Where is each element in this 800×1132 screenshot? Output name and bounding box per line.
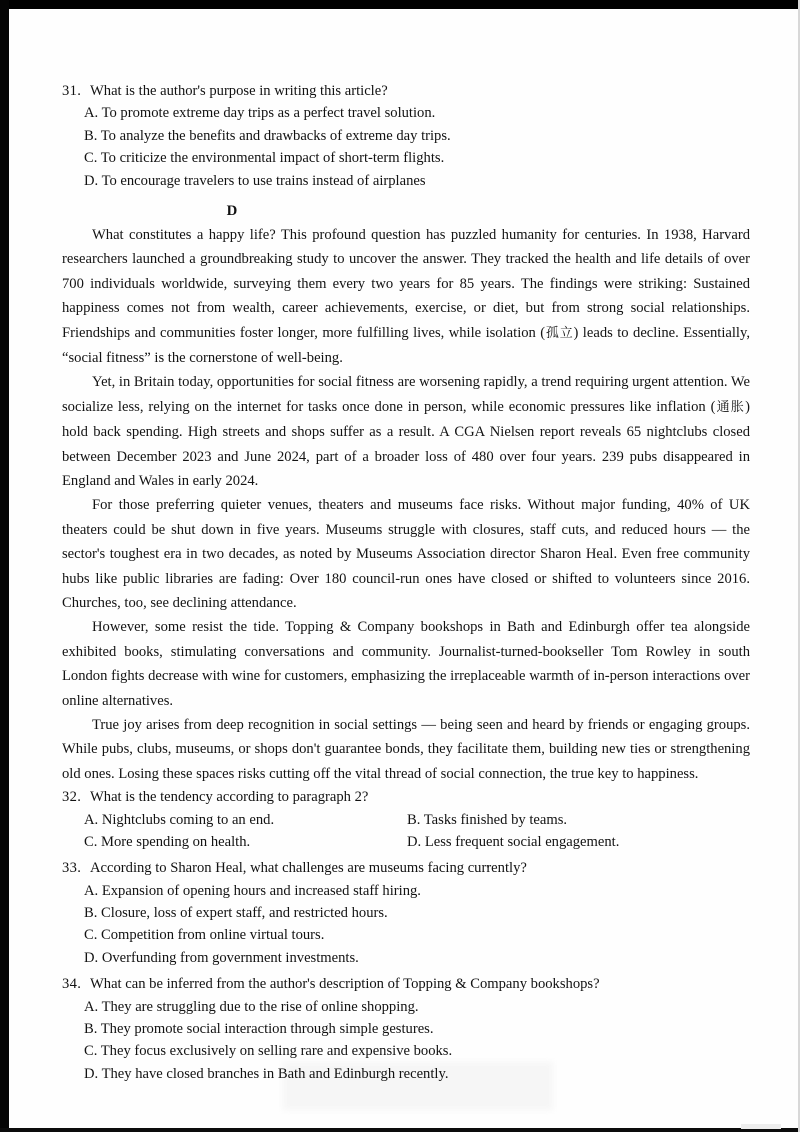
question-34-option-d[interactable]: D. They have closed branches in Bath and Edinburgh recently. bbox=[84, 1065, 449, 1082]
question-33-number: 33. bbox=[62, 860, 82, 877]
question-33-option-c[interactable]: C. Competition from online virtual tours. bbox=[84, 927, 325, 944]
paragraph-2-chinese-gloss: 通胀 bbox=[715, 399, 746, 415]
question-31-option-c[interactable]: C. To criticize the environmental impact of short-term flights. bbox=[84, 150, 445, 167]
question-32-options-row-2 bbox=[62, 831, 750, 853]
question-32-option-c[interactable]: C. More spending on health. bbox=[84, 833, 251, 850]
question-31-options bbox=[62, 102, 750, 192]
question-34 bbox=[62, 973, 750, 1085]
question-31-stem bbox=[62, 80, 750, 102]
question-32-option-d[interactable]: D. Less frequent social engagement. bbox=[407, 833, 620, 850]
question-33-stem bbox=[62, 857, 750, 879]
question-33-options bbox=[62, 880, 750, 970]
passage-section-label: D bbox=[226, 202, 238, 219]
scan-artifact-edge-mark bbox=[741, 1124, 781, 1129]
question-33-option-b[interactable]: B. Closure, loss of expert staff, and restricted hours. bbox=[84, 905, 388, 922]
question-33-option-a[interactable]: A. Expansion of opening hours and increased staff hiring. bbox=[84, 882, 421, 899]
passage-paragraph-4: However, some resist the tide. Topping & Company bookshops in Bath and Edinburgh offer tea alongside exhibited books, stimulating conversations and community. Journalist-turned-bookseller Tom Rowley in south London fights decrease with wine for customers, emphasizing the irreplaceable warmth of in-person interactions over online alternatives. bbox=[62, 619, 750, 709]
paragraph-2-part-1: Yet, in Britain today, opportunities for social fitness are worsening rapidly, a trend requiring urgent attention. We socialize less, relying on the internet for tasks once done in person, while economic pressures like inflation ( bbox=[62, 374, 750, 415]
question-32 bbox=[62, 786, 750, 853]
question-32-stem bbox=[62, 786, 750, 808]
passage-paragraph-5: True joy arises from deep recognition in social settings — being seen and heard by friends or engaging groups. While pubs, clubs, museums, or shops don't guarantee bonds, they facilitate them, building new ties or strengthening old ones. Losing these spaces risks cutting off the vital thread of social connection, the true key to happiness. bbox=[62, 717, 750, 782]
question-34-options bbox=[62, 996, 750, 1086]
passage-paragraph-2 bbox=[62, 370, 750, 493]
question-32-text: What is the tendency according to paragraph 2? bbox=[90, 789, 369, 806]
question-31-text: What is the author's purpose in writing this article? bbox=[90, 83, 388, 99]
question-31-option-d[interactable]: D. To encourage travelers to use trains instead of airplanes bbox=[84, 172, 426, 189]
paragraph-1-part-2: ) leads to decline. Essentially, “social fitness” is the cornerstone of well-being. bbox=[62, 324, 750, 366]
question-33-option-d[interactable]: D. Overfunding from government investments. bbox=[84, 949, 359, 966]
scan-border-left bbox=[0, 0, 9, 1132]
question-31-option-a[interactable]: A. To promote extreme day trips as a perfect travel solution. bbox=[84, 105, 436, 122]
question-34-option-b[interactable]: B. They promote social interaction through simple gestures. bbox=[84, 1021, 434, 1037]
question-32-option-a[interactable]: A. Nightclubs coming to an end. bbox=[84, 811, 275, 828]
question-33 bbox=[62, 857, 750, 969]
question-34-number: 34. bbox=[62, 976, 82, 993]
paragraph-1-part-1: What constitutes a happy life? This profound question has puzzled humanity for centuries. In 1938, Harvard researchers launched a groundbreaking study to uncover the answer. They tracked the health and life details of over 700 individuals worldwide, surveying them every two years for 85 years. The findings were striking: Sustained happiness comes not from wealth, career achievements, exercise, or diet, but from strong social relationships. Friendships and communities foster longer, more fulfilling lives, while isolation ( bbox=[62, 226, 750, 341]
paragraph-1-chinese-gloss: 孤立 bbox=[545, 325, 574, 341]
question-33-text: According to Sharon Heal, what challenges are museums facing currently? bbox=[90, 860, 527, 877]
question-34-option-a[interactable]: A. They are struggling due to the rise of online shopping. bbox=[84, 998, 419, 1015]
question-34-stem bbox=[62, 973, 750, 995]
scan-border-top bbox=[0, 0, 800, 9]
passage-paragraph-1 bbox=[62, 223, 750, 370]
passage-paragraph-3: For those preferring quieter venues, theaters and museums face risks. Without major funding, 40% of UK theaters could be shut down in five years. Museums struggle with closures, staff cuts, and reduced hours — the sector's toughest era in two decades, as noted by Museums Association director Sharon Heal. Even free community hubs like public libraries are fading: Over 180 council-run ones have closed or shifted to volunteers since 2016. Churches, too, see declining attendance. bbox=[62, 497, 750, 612]
question-32-option-b[interactable]: B. Tasks finished by teams. bbox=[407, 811, 568, 828]
paragraph-2-part-2: ) hold back spending. High streets and shops suffer as a result. A CGA Nielsen report reveals 65 nightclubs closed between December 2023 and June 2024, part of a broader loss of 480 over four years. 239 pubs disappeared in England and Wales in early 2024. bbox=[62, 398, 750, 489]
question-32-number: 32. bbox=[62, 789, 82, 806]
scan-border-bottom bbox=[0, 1128, 800, 1132]
question-31-option-b[interactable]: B. To analyze the benefits and drawbacks of extreme day trips. bbox=[84, 127, 451, 144]
page-content bbox=[62, 80, 750, 1085]
question-32-options-row-1 bbox=[62, 809, 750, 831]
question-31-number: 31. bbox=[62, 83, 82, 99]
question-31 bbox=[62, 80, 750, 192]
question-34-option-c[interactable]: C. They focus exclusively on selling rare and expensive books. bbox=[84, 1043, 453, 1060]
question-34-text: What can be inferred from the author's description of Topping & Company bookshops? bbox=[90, 976, 600, 993]
